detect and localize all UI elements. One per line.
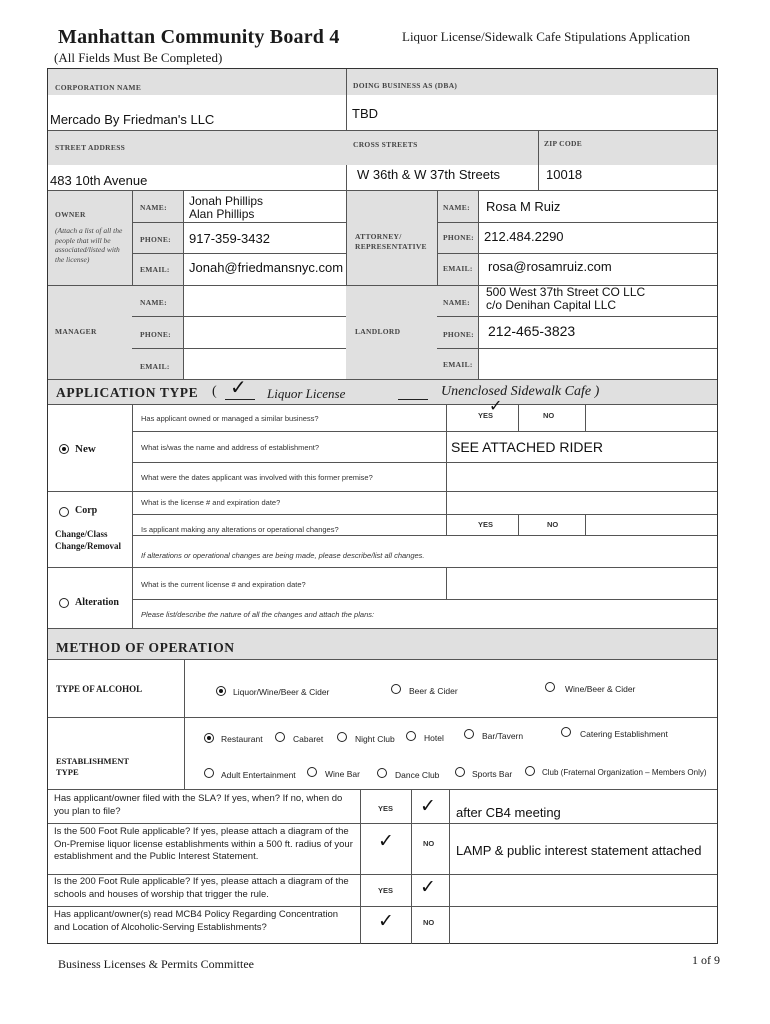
estab-night-club-radio[interactable]	[337, 732, 347, 742]
open-paren: (	[212, 384, 217, 399]
owner-name-label: NAME:	[140, 203, 167, 212]
estab-club-radio[interactable]	[525, 766, 535, 776]
footer-committee: Business Licenses & Permits Committee	[58, 957, 254, 971]
q-sla-filed: Has applicant/owner filed with the SLA? If yes, when? If no, when do you plan to file?	[54, 793, 343, 817]
sidewalk-cafe-option[interactable]: Unenclosed Sidewalk Cafe )	[441, 384, 600, 399]
500-ft-answer[interactable]: LAMP & public interest statement attached	[456, 843, 702, 858]
page-number: 1 of 9	[692, 953, 720, 967]
estab-cabaret-radio[interactable]	[275, 732, 285, 742]
500-ft-no-option[interactable]: NO	[423, 839, 435, 848]
estab-option-catering: Catering Establishment	[580, 729, 668, 739]
q-dates: What were the dates applicant was involved with this former premise?	[141, 473, 373, 482]
manager-name-field[interactable]	[190, 292, 340, 314]
new-radio[interactable]	[59, 444, 69, 454]
estab-wine-bar-radio[interactable]	[307, 767, 317, 777]
200-ft-no-checkmark[interactable]: ✓	[420, 876, 436, 898]
alteration-label: Alteration	[75, 597, 119, 608]
q-200-foot-rule: Is the 200 Foot Rule applicable? If yes, please attach a diagram of the schools and houses of worship that trigger the rule.	[54, 876, 349, 900]
see-attached-rider[interactable]: SEE ATTACHED RIDER	[451, 439, 603, 455]
estab-dance-club-radio[interactable]	[377, 768, 387, 778]
owned-no-option[interactable]: NO	[543, 411, 555, 420]
attorney-email-label: EMAIL:	[443, 264, 473, 273]
attorney-label: ATTORNEY/ REPRESENTATIVE	[355, 232, 427, 251]
estab-option-sports-bar: Sports Bar	[472, 769, 513, 779]
landlord-email-field[interactable]	[486, 354, 711, 376]
corp-change-radio[interactable]	[59, 507, 69, 517]
sla-no-checkmark[interactable]: ✓	[420, 795, 436, 817]
manager-name-label: NAME:	[140, 298, 167, 307]
form-title: Liquor License/Sidewalk Cafe Stipulations Application	[402, 29, 691, 44]
corporation-name-field[interactable]: Mercado By Friedman's LLC	[50, 112, 215, 127]
estab-restaurant-radio[interactable]	[204, 733, 214, 743]
estab-option-cabaret: Cabaret	[293, 734, 324, 744]
attorney-phone-label: PHONE:	[443, 233, 474, 242]
q-owned-similar: Has applicant owned or managed a similar business?	[141, 414, 319, 423]
new-label: New	[75, 443, 96, 455]
manager-email-field[interactable]	[190, 355, 340, 377]
estab-option-adult-entertainment: Adult Entertainment	[221, 770, 296, 780]
q-alterations: Is applicant making any alterations or operational changes?	[141, 525, 339, 534]
q-list-changes: Please list/describe the nature of all the changes and attach the plans:	[141, 610, 375, 619]
landlord-label: LANDLORD	[355, 327, 401, 336]
dba-label: DOING BUSINESS AS (DBA)	[353, 81, 458, 90]
board-title: Manhattan Community Board 4	[58, 26, 340, 48]
manager-phone-label: PHONE:	[140, 330, 171, 339]
landlord-name-label: NAME:	[443, 298, 470, 307]
attorney-name-field[interactable]: Rosa M Ruiz	[486, 199, 561, 214]
landlord-name-field-1[interactable]: 500 West 37th Street CO LLC	[486, 285, 646, 299]
owner-note: (Attach a list of all the people that will be associated/listed with the license)	[55, 226, 123, 264]
estab-bar-tavern-radio[interactable]	[464, 729, 474, 739]
estab-hotel-radio[interactable]	[406, 731, 416, 741]
estab-adult-entertainment-radio[interactable]	[204, 768, 214, 778]
change-class-label: Change/Class	[55, 529, 108, 539]
estab-catering-radio[interactable]	[561, 727, 571, 737]
alcohol-option-3: Wine/Beer & Cider	[565, 684, 636, 694]
estab-option-club: Club (Fraternal Organization – Members Only)	[542, 768, 707, 777]
alcohol-liquor-wine-beer-radio[interactable]	[216, 686, 226, 696]
estab-option-hotel: Hotel	[424, 733, 444, 743]
owned-yes-option[interactable]: YES	[478, 411, 494, 420]
landlord-phone-field[interactable]: 212-465-3823	[488, 323, 576, 339]
corporation-name-label: CORPORATION NAME	[55, 83, 142, 92]
alterations-yes-option[interactable]: YES	[478, 520, 494, 529]
landlord-email-label: EMAIL:	[443, 360, 473, 369]
policy-no-option[interactable]: NO	[423, 918, 435, 927]
cross-streets-label: CROSS STREETS	[353, 140, 418, 149]
q-name-address: What is/was the name and address of establishment?	[141, 443, 320, 452]
estab-sports-bar-radio[interactable]	[455, 767, 465, 777]
attorney-email-field[interactable]: rosa@rosamruiz.com	[488, 259, 612, 274]
establishment-type-label-2: TYPE	[56, 767, 79, 777]
liquor-license-option[interactable]: Liquor License	[267, 386, 346, 401]
estab-option-bar-tavern: Bar/Tavern	[482, 731, 524, 741]
owner-phone-field[interactable]: 917-359-3432	[189, 231, 270, 246]
q-mcb4-policy: Has applicant/owner(s) read MCB4 Policy Regarding Concentration and Location of Alcoholic-Serving Establishments?	[54, 909, 339, 933]
alcohol-option-1: Liquor/Wine/Beer & Cider	[233, 687, 330, 697]
500-ft-yes-checkmark[interactable]: ✓	[378, 830, 394, 852]
policy-yes-checkmark[interactable]: ✓	[378, 910, 394, 932]
alcohol-option-2: Beer & Cider	[409, 686, 458, 696]
zip-code-field[interactable]: 10018	[546, 167, 583, 182]
landlord-name-field-2[interactable]: c/o Denihan Capital LLC	[486, 298, 617, 312]
estab-option-dance-club: Dance Club	[395, 770, 440, 780]
owner-email-label: EMAIL:	[140, 265, 170, 274]
method-heading: METHOD OF OPERATION	[56, 640, 235, 655]
alteration-radio[interactable]	[59, 598, 69, 608]
alcohol-wine-beer-cider-radio[interactable]	[545, 682, 555, 692]
200-ft-yes-option[interactable]: YES	[378, 886, 394, 895]
owner-name-field-1[interactable]: Jonah Phillips	[189, 194, 264, 208]
sla-answer[interactable]: after CB4 meeting	[456, 805, 561, 820]
estab-option-wine-bar: Wine Bar	[325, 769, 360, 779]
street-address-label: STREET ADDRESS	[55, 143, 126, 152]
estab-option-restaurant: Restaurant	[221, 734, 263, 744]
owner-label: OWNER	[55, 210, 86, 219]
attorney-phone-field[interactable]: 212.484.2290	[484, 229, 564, 244]
owner-email-field[interactable]: Jonah@friedmansnyc.com	[189, 260, 344, 275]
estab-option-night-club: Night Club	[355, 734, 395, 744]
street-address-field[interactable]: 483 10th Avenue	[50, 173, 148, 188]
type-of-alcohol-label: TYPE OF ALCOHOL	[56, 684, 143, 694]
manager-phone-field[interactable]	[190, 323, 340, 345]
alcohol-beer-cider-radio[interactable]	[391, 684, 401, 694]
manager-email-label: EMAIL:	[140, 362, 170, 371]
attorney-name-label: NAME:	[443, 203, 470, 212]
sla-yes-option[interactable]: YES	[378, 804, 394, 813]
alterations-no-option[interactable]: NO	[547, 520, 559, 529]
dba-field[interactable]: TBD	[352, 106, 378, 121]
corp-label: Corp	[75, 505, 98, 516]
liquor-license-checkmark[interactable]: ✓	[230, 375, 247, 399]
zip-code-label: ZIP CODE	[544, 139, 583, 148]
establishment-type-label-1: ESTABLISHMENT	[56, 756, 130, 766]
owner-name-field-2[interactable]: Alan Phillips	[189, 207, 255, 221]
landlord-phone-label: PHONE:	[443, 330, 474, 339]
all-fields-note: (All Fields Must Be Completed)	[54, 50, 223, 65]
owner-phone-label: PHONE:	[140, 235, 171, 244]
q-describe-changes: If alterations or operational changes are being made, please describe/list all changes.	[141, 551, 425, 560]
cross-streets-field[interactable]: W 36th & W 37th Streets	[357, 167, 501, 182]
q-license-expiration: What is the license # and expiration date?	[141, 498, 281, 507]
q-current-license: What is the current license # and expiration date?	[141, 580, 306, 589]
application-type-heading: APPLICATION TYPE	[56, 385, 199, 400]
manager-label: MANAGER	[55, 327, 97, 336]
owned-yes-checkmark: ✓	[489, 396, 503, 415]
q-500-foot-rule: Is the 500 Foot Rule applicable? If yes, please attach a diagram of the On-Premise liquor license establishments within a 500 ft. radius of your establishment and the Public Interest Statement.	[54, 826, 353, 862]
change-removal-label: Change/Removal	[55, 541, 121, 551]
